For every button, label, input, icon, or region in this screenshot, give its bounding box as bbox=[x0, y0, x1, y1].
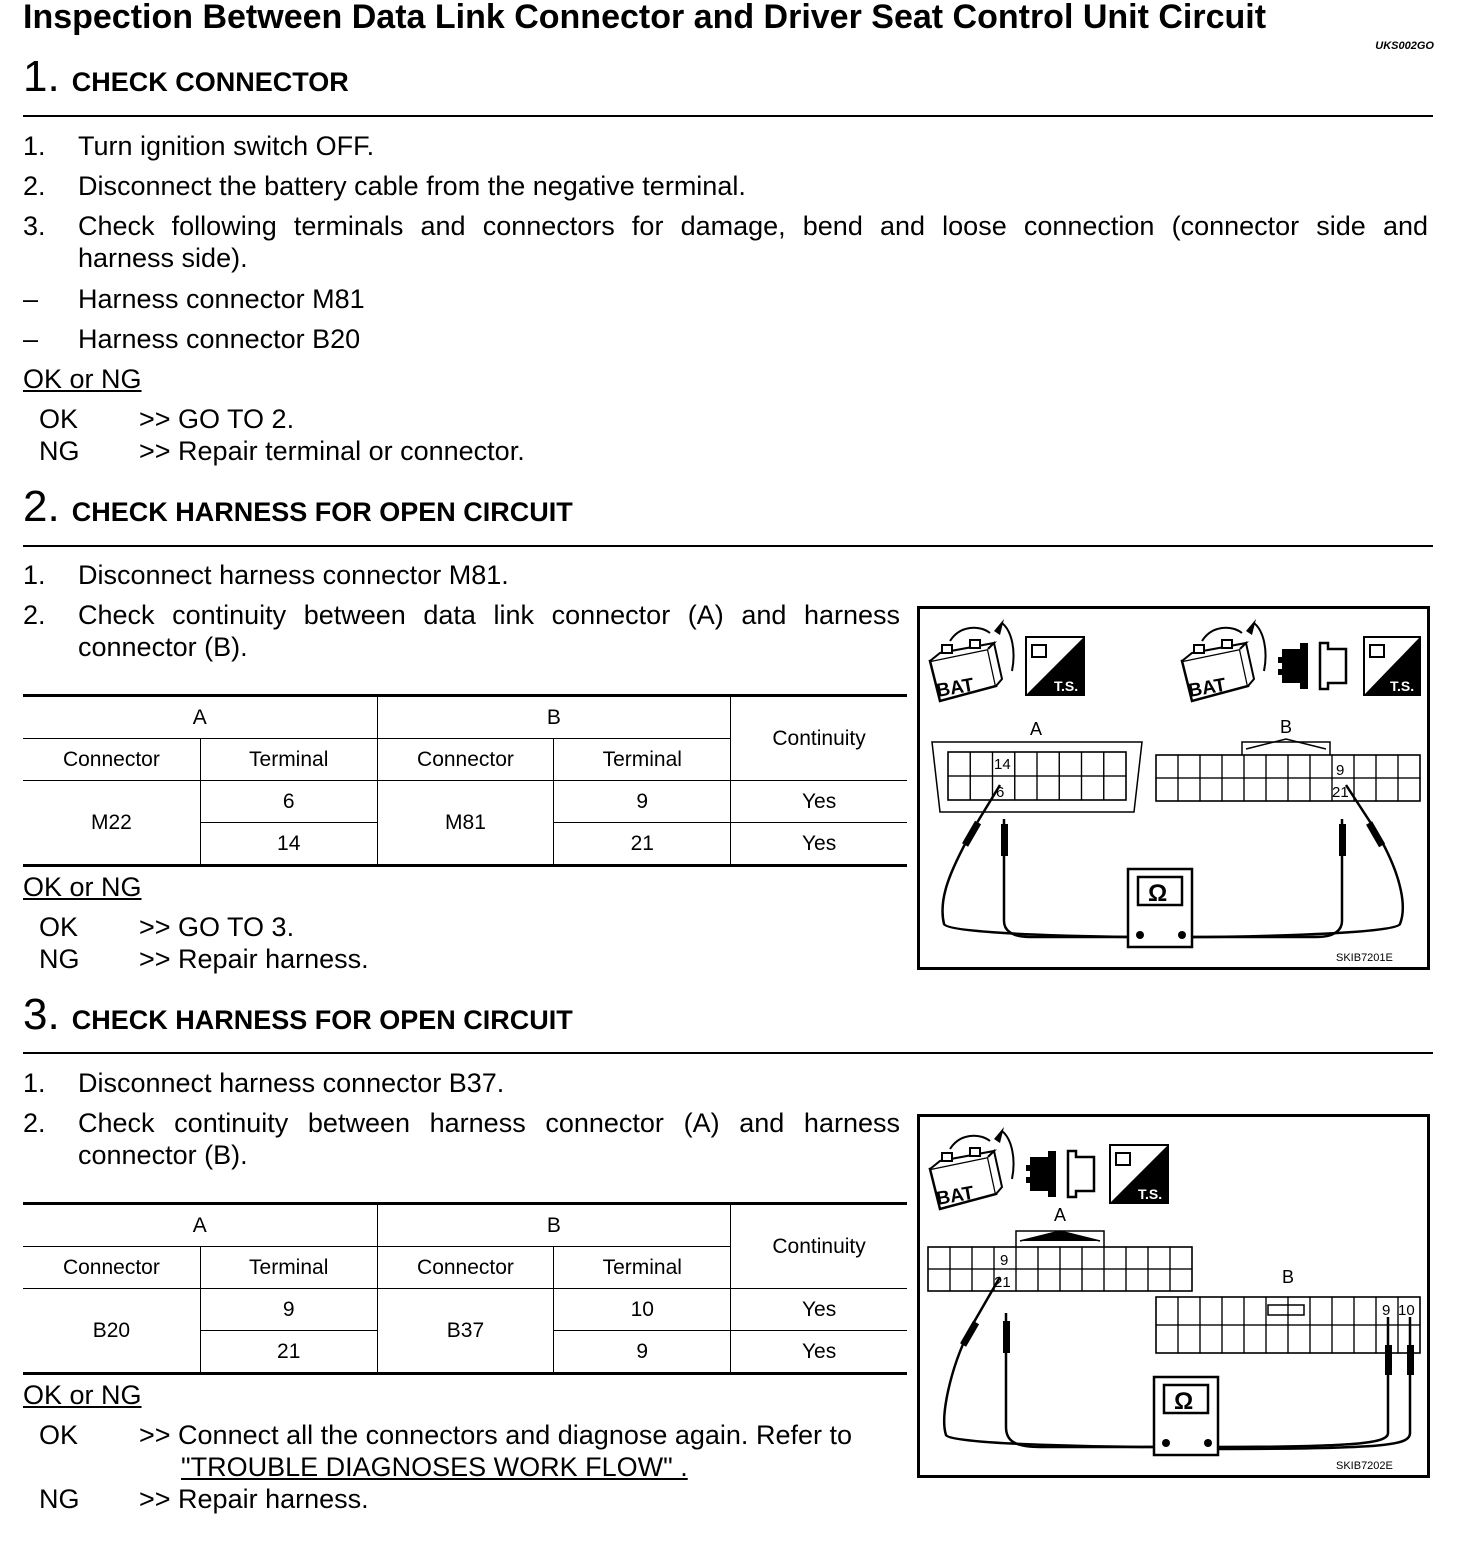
step-3-number: 3. bbox=[23, 990, 60, 1039]
connector-cavity bbox=[1126, 1247, 1148, 1269]
connector-cavity bbox=[1170, 1269, 1192, 1291]
connector-cavity bbox=[1082, 752, 1104, 776]
connector-cavity bbox=[1126, 1269, 1148, 1291]
connector-cavity bbox=[1178, 778, 1200, 801]
step-1-number: 1. bbox=[23, 52, 60, 101]
connector-cavity bbox=[1310, 1325, 1332, 1353]
table-cell-a-connector: M22 bbox=[23, 781, 200, 866]
table-row bbox=[23, 781, 907, 823]
disconnect-icon bbox=[1026, 1151, 1094, 1197]
pin-label: 9 bbox=[1382, 1302, 1391, 1319]
connector-cavity bbox=[972, 1247, 994, 1269]
ohm-symbol: Ω bbox=[1174, 1388, 1194, 1415]
connector-cavity bbox=[1178, 1325, 1200, 1353]
connector-cavity bbox=[1288, 778, 1310, 801]
connector-cavity bbox=[950, 1247, 972, 1269]
step-2-continuity-table bbox=[23, 694, 907, 867]
connector-cavity bbox=[1016, 1269, 1038, 1291]
connector-cavity bbox=[1266, 778, 1288, 801]
connector-cavity bbox=[1310, 755, 1332, 778]
connector-cavity bbox=[1376, 778, 1398, 801]
trouble-diagnoses-link[interactable]: "TROUBLE DIAGNOSES WORK FLOW" . bbox=[181, 1452, 688, 1482]
table-header-connector: Connector bbox=[23, 1247, 200, 1289]
connector-cavity bbox=[1015, 776, 1037, 800]
connector-cavity bbox=[1156, 755, 1178, 778]
pin-label: 9 bbox=[1336, 762, 1345, 779]
connector-cavity bbox=[1148, 1247, 1170, 1269]
ts-label: T.S. bbox=[1138, 1186, 1163, 1202]
pin-label: 9 bbox=[1000, 1252, 1009, 1269]
connector-cavity bbox=[1059, 752, 1081, 776]
pin-label: 21 bbox=[994, 1274, 1011, 1291]
table-cell-result: Yes bbox=[731, 781, 907, 823]
pin-label: 6 bbox=[996, 784, 1005, 801]
connector-cavity bbox=[1104, 752, 1126, 776]
connector-cavity bbox=[1104, 1247, 1126, 1269]
connector-cavity bbox=[1200, 1325, 1222, 1353]
table-header-connector: Connector bbox=[23, 739, 200, 781]
table-header-terminal: Terminal bbox=[554, 1247, 731, 1289]
table-header-connector: Connector bbox=[377, 1247, 554, 1289]
connector-cavity bbox=[1156, 1325, 1178, 1353]
step-2-okng-label: OK or NG bbox=[23, 872, 142, 902]
connector-cavity bbox=[1354, 1325, 1376, 1353]
connector-cavity bbox=[928, 1247, 950, 1269]
battery-label: BAT bbox=[934, 1182, 976, 1210]
connector-cavity bbox=[1354, 778, 1376, 801]
table-cell-a-connector: B20 bbox=[23, 1289, 200, 1374]
step-1-heading bbox=[23, 52, 349, 102]
pin-label: 10 bbox=[1398, 1302, 1415, 1319]
connector-cavity bbox=[928, 1269, 950, 1291]
connector-cavity bbox=[1266, 755, 1288, 778]
connector-cavity bbox=[1244, 778, 1266, 801]
connector-cavity bbox=[1288, 1297, 1310, 1325]
table-header-continuity: Continuity bbox=[731, 696, 907, 781]
connector-cavity bbox=[1354, 755, 1376, 778]
table-row bbox=[23, 1289, 907, 1331]
connector-cavity bbox=[1059, 776, 1081, 800]
step-3-heading bbox=[23, 990, 573, 1040]
step-2-title: CHECK HARNESS FOR OPEN CIRCUIT bbox=[71, 497, 573, 527]
connector-cavity bbox=[1200, 1297, 1222, 1325]
connector-a-label: A bbox=[1054, 1205, 1067, 1225]
connector-cavity bbox=[1200, 755, 1222, 778]
battery-icon bbox=[930, 1127, 1014, 1210]
connector-cavity bbox=[1104, 776, 1126, 800]
step-3-wiring-diagram bbox=[917, 1114, 1430, 1478]
step-3-ok-result: OK >> Connect all the connectors and diagnose again. Refer to "TROUBLE DIAGNOSES WORK FLOW" . bbox=[39, 1420, 852, 1482]
connector-cavity bbox=[1244, 1297, 1266, 1325]
diagram-code: SKIB7201E bbox=[1336, 952, 1393, 964]
ts-icon bbox=[1110, 1145, 1168, 1203]
connector-cavity bbox=[1266, 1297, 1288, 1325]
connector-cavity bbox=[1398, 778, 1420, 801]
connector-cavity bbox=[1310, 1297, 1332, 1325]
connector-cavity bbox=[1104, 1269, 1126, 1291]
step-3-title: CHECK HARNESS FOR OPEN CIRCUIT bbox=[71, 1005, 573, 1035]
table-cell-a-terminal: 6 bbox=[200, 781, 377, 823]
connector-b bbox=[1156, 739, 1420, 801]
step-1-divider bbox=[23, 115, 1433, 117]
connector-a bbox=[932, 742, 1142, 812]
connector-cavity bbox=[1310, 778, 1332, 801]
document-id: UKS002GO bbox=[1375, 40, 1434, 52]
ohmmeter-icon bbox=[1154, 1377, 1218, 1455]
table-cell-b-connector: B37 bbox=[377, 1289, 554, 1374]
svg-text:T.S.: T.S. bbox=[1390, 678, 1415, 694]
step-3-divider bbox=[23, 1052, 1433, 1054]
battery-label: BAT bbox=[934, 674, 976, 702]
connector-cavity bbox=[1178, 1297, 1200, 1325]
table-cell-result: Yes bbox=[731, 1289, 907, 1331]
table-cell-b-terminal: 21 bbox=[554, 823, 731, 866]
table-cell-a-terminal: 9 bbox=[200, 1289, 377, 1331]
connector-cavity bbox=[1222, 1297, 1244, 1325]
connector-cavity bbox=[1376, 755, 1398, 778]
ts-icon bbox=[1364, 637, 1420, 695]
step-3-continuity-table bbox=[23, 1202, 907, 1375]
table-cell-result: Yes bbox=[731, 1331, 907, 1374]
connector-cavity bbox=[1200, 778, 1222, 801]
table-cell-result: Yes bbox=[731, 823, 907, 866]
connector-cavity bbox=[1082, 1269, 1104, 1291]
connector-cavity bbox=[1038, 1247, 1060, 1269]
ts-label: T.S. bbox=[1054, 678, 1079, 694]
table-header-group-a: A bbox=[23, 696, 377, 739]
connector-cavity bbox=[970, 752, 992, 776]
connector-cavity bbox=[1266, 1325, 1288, 1353]
connector-cavity bbox=[1038, 1269, 1060, 1291]
connector-a bbox=[928, 1231, 1192, 1291]
table-header-group-b: B bbox=[377, 1204, 731, 1247]
connector-cavity bbox=[948, 752, 970, 776]
table-header-group-a: A bbox=[23, 1204, 377, 1247]
table-cell-a-terminal: 21 bbox=[200, 1331, 377, 1374]
connector-cavity bbox=[1288, 755, 1310, 778]
connector-cavity bbox=[1037, 776, 1059, 800]
diagram-code: SKIB7202E bbox=[1336, 1460, 1393, 1472]
step-1-okng-label: OK or NG bbox=[23, 364, 142, 394]
table-header-terminal: Terminal bbox=[200, 1247, 377, 1289]
connector-cavity bbox=[1060, 1247, 1082, 1269]
table-header-group-b: B bbox=[377, 696, 731, 739]
connector-cavity bbox=[1016, 1247, 1038, 1269]
connector-cavity bbox=[1156, 1297, 1178, 1325]
connector-cavity bbox=[950, 1269, 972, 1291]
connector-cavity bbox=[1244, 1325, 1266, 1353]
table-cell-b-terminal: 9 bbox=[554, 781, 731, 823]
connector-cavity bbox=[1170, 1247, 1192, 1269]
table-header-terminal: Terminal bbox=[200, 739, 377, 781]
step-1-instruction-3: 3. Check following terminals and connectors for damage, bend and loose connection (connector side and harness side). bbox=[23, 211, 1428, 273]
pin-label: 14 bbox=[994, 756, 1011, 773]
step-2-divider bbox=[23, 545, 1433, 547]
connector-cavity bbox=[970, 776, 992, 800]
step-3-instruction-2: 2. Check continuity between harness connector (A) and harness connector (B). bbox=[23, 1108, 900, 1170]
connector-cavity bbox=[1222, 755, 1244, 778]
page-title: Inspection Between Data Link Connector and Driver Seat Control Unit Circuit bbox=[23, 0, 1267, 36]
table-cell-b-terminal: 10 bbox=[554, 1289, 731, 1331]
connector-cavity bbox=[1354, 1297, 1376, 1325]
step-2-heading bbox=[23, 482, 573, 532]
connector-cavity bbox=[1222, 778, 1244, 801]
table-header-continuity: Continuity bbox=[731, 1204, 907, 1289]
ts-icon bbox=[1026, 637, 1084, 695]
connector-b-label: B bbox=[1280, 717, 1293, 737]
connector-cavity bbox=[1332, 1297, 1354, 1325]
connector-a-label: A bbox=[1030, 719, 1043, 739]
connector-cavity bbox=[972, 1269, 994, 1291]
svg-text:BAT: BAT bbox=[1186, 674, 1228, 702]
step-2-instruction-2: 2. Check continuity between data link connector (A) and harness connector (B). bbox=[23, 600, 900, 662]
connector-cavity bbox=[948, 776, 970, 800]
connector-cavity bbox=[1288, 1325, 1310, 1353]
table-cell-a-terminal: 14 bbox=[200, 823, 377, 866]
table-cell-b-connector: M81 bbox=[377, 781, 554, 866]
connector-b bbox=[1156, 1297, 1420, 1353]
connector-cavity bbox=[1015, 752, 1037, 776]
battery-icon bbox=[930, 619, 1014, 702]
table-cell-b-terminal: 9 bbox=[554, 1331, 731, 1374]
battery-icon bbox=[1182, 619, 1266, 702]
step-3-okng-label: OK or NG bbox=[23, 1380, 142, 1410]
connector-cavity bbox=[1082, 776, 1104, 800]
table-header-connector: Connector bbox=[377, 739, 554, 781]
connector-cavity bbox=[1082, 1247, 1104, 1269]
connector-cavity bbox=[1156, 778, 1178, 801]
step-1-title: CHECK CONNECTOR bbox=[71, 67, 349, 97]
ohmmeter-icon bbox=[1128, 869, 1192, 947]
step-2-number: 2. bbox=[23, 482, 60, 531]
table-header-terminal: Terminal bbox=[554, 739, 731, 781]
connector-cavity bbox=[1332, 1325, 1354, 1353]
connector-cavity bbox=[1060, 1269, 1082, 1291]
connector-b-label: B bbox=[1282, 1267, 1295, 1287]
pin-label: 21 bbox=[1332, 784, 1349, 801]
step-2-wiring-diagram bbox=[917, 606, 1430, 970]
ohm-symbol: Ω bbox=[1148, 880, 1168, 907]
disconnect-icon bbox=[1278, 643, 1346, 689]
connector-cavity bbox=[1244, 755, 1266, 778]
connector-cavity bbox=[1178, 755, 1200, 778]
connector-cavity bbox=[1222, 1325, 1244, 1353]
connector-cavity bbox=[1148, 1269, 1170, 1291]
connector-cavity bbox=[1037, 752, 1059, 776]
connector-cavity bbox=[1398, 755, 1420, 778]
